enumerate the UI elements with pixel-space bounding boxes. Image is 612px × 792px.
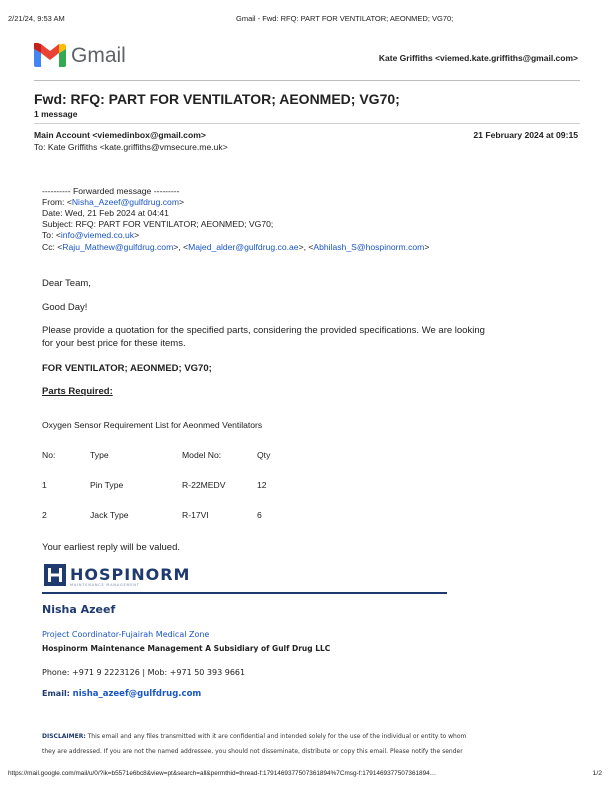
cc-email-link-2[interactable]: Majed_alder@gulfdrug.co.ae: [188, 242, 299, 252]
cc-email-link-1[interactable]: Raju_Mathew@gulfdrug.com: [62, 242, 174, 252]
forwarded-to-end: >: [134, 230, 140, 240]
cc-sep-2: >, <: [298, 242, 314, 252]
forwarded-from: [42, 197, 184, 207]
table-row-2-qty: 6: [257, 510, 262, 520]
table-header-model: Model No:: [182, 450, 222, 460]
list-title: Oxygen Sensor Requirement List for Aeonmed Ventilators: [42, 420, 263, 430]
subject-divider: [34, 123, 580, 124]
signature-name: Nisha Azeef: [42, 603, 116, 616]
table-row-1-qty: 12: [257, 480, 267, 490]
greeting: Dear Team,: [42, 278, 91, 289]
parts-required-heading: Parts Required:: [42, 386, 113, 397]
cc-email-link-3[interactable]: Abhilash_S@hospinorm.com: [313, 242, 425, 252]
signature-email-link[interactable]: nisha_azeef@gulfdrug.com: [72, 689, 202, 699]
hospinorm-logo-text: HOSPINORM: [70, 565, 191, 584]
forwarded-subject: Subject: RFQ: PART FOR VENTILATOR; AEONMED; VG70;: [42, 219, 274, 229]
gmail-logo-icon[interactable]: [34, 43, 66, 67]
forwarded-cc-label: Cc: <: [42, 242, 63, 252]
message-from: Main Account <viemedinbox@gmail.com>: [34, 130, 206, 140]
signature-email: [42, 689, 201, 699]
message-date: 21 February 2024 at 09:15: [473, 130, 578, 140]
forwarded-from-email-link[interactable]: Nisha_Azeef@gulfdrug.com: [71, 197, 179, 207]
forwarded-to: [42, 230, 139, 240]
table-header-qty: Qty: [257, 450, 271, 460]
closing-line: Your earliest reply will be valued.: [42, 542, 181, 553]
hospinorm-logo-icon: [44, 564, 66, 586]
forwarded-date: Date: Wed, 21 Feb 2024 at 04:41: [42, 208, 169, 218]
forwarded-cc: [42, 242, 429, 252]
table-row-2-model: R-17VI: [182, 510, 209, 520]
table-row-1-model: R-22MEDV: [182, 480, 226, 490]
forwarded-banner: ---------- Forwarded message ---------: [42, 186, 180, 196]
disclaimer-label: DISCLAIMER:: [42, 733, 86, 740]
print-footer-page: 1/2: [592, 770, 602, 777]
table-row-2-type: Jack Type: [90, 510, 129, 520]
table-header-type: Type: [90, 450, 109, 460]
message-count: 1 message: [34, 109, 78, 119]
request-paragraph-line1: Please provide a quotation for the specified parts, considering the provided specifications. We are looking: [42, 325, 485, 336]
disclaimer-line1: [42, 733, 466, 740]
forwarded-to-email-link[interactable]: info@viemed.co.uk: [60, 230, 135, 240]
table-row-1-no: 1: [42, 480, 47, 490]
signature-phone: Phone: +971 9 2223126 | Mob: +971 50 393 9661: [42, 668, 246, 677]
signature-divider: [42, 592, 447, 594]
disclaimer-line2: they are addressed. If you are not the named addressee, you should not disseminate, distribute or copy this email. Please notify the sender: [42, 748, 463, 755]
signature-company: Hospinorm Maintenance Management A Subsidiary of Gulf Drug LLC: [42, 644, 331, 653]
cc-sep-1: >, <: [173, 242, 189, 252]
for-ventilator-line: FOR VENTILATOR; AEONMED; VG70;: [42, 363, 212, 374]
message-to: To: Kate Griffiths <kate.griffiths@vmsecure.me.uk>: [34, 142, 228, 152]
forwarded-to-label: To: <: [42, 230, 61, 240]
table-header-no: No:: [42, 450, 56, 460]
print-footer-url: https://mail.google.com/mail/u/0/?ik=b5571e6bc8&view=pt&search=all&permthid=thread-f:1791469377507361894%7Cmsg-f:1791469377507361894…: [8, 770, 437, 777]
cc-end: >: [424, 242, 430, 252]
table-row-1-type: Pin Type: [90, 480, 124, 490]
forwarded-from-label: From: <: [42, 197, 72, 207]
thread-subject: Fwd: RFQ: PART FOR VENTILATOR; AEONMED; VG70;: [34, 91, 400, 107]
gmail-brand-text: Gmail: [71, 44, 126, 67]
print-page-title: Gmail - Fwd: RFQ: PART FOR VENTILATOR; AEONMED; VG70;: [236, 14, 454, 23]
signature-email-label: Email:: [42, 689, 73, 698]
disclaimer-text-1: This email and any files transmitted with it are confidential and intended solely for the use of the individual or entity to whom: [85, 733, 467, 740]
header-divider: [34, 80, 580, 81]
hospinorm-logo-tagline: MAINTENANCE MANAGEMENT: [70, 583, 140, 587]
signature-title: Project Coordinator-Fujairah Medical Zone: [42, 630, 210, 639]
account-identity: Kate Griffiths <viemed.kate.griffiths@gmail.com>: [378, 53, 578, 63]
good-day: Good Day!: [42, 302, 88, 313]
table-row-2-no: 2: [42, 510, 47, 520]
request-paragraph-line2: for your best price for these items.: [42, 338, 186, 349]
forwarded-from-end: >: [178, 197, 185, 207]
print-datetime: 2/21/24, 9:53 AM: [8, 14, 65, 23]
